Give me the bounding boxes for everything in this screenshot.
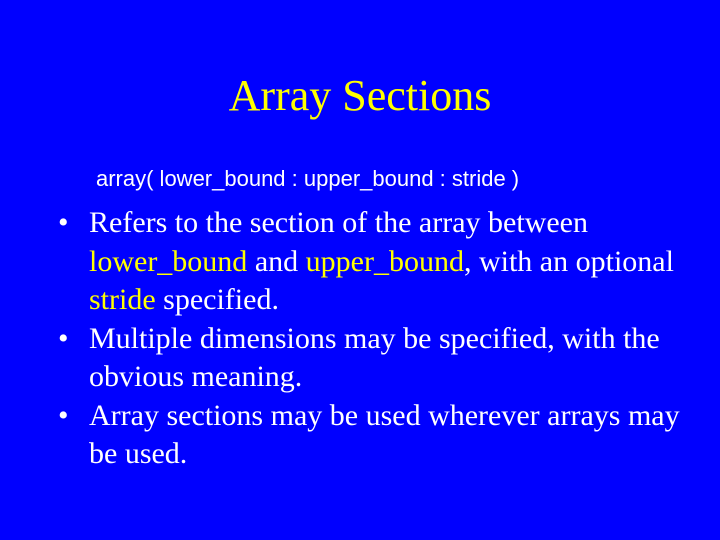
highlight-stride: stride [89,283,156,316]
bullet-item-2 [58,320,698,397]
bullet-text: , with an optional [463,244,674,278]
bullet-item-1 [58,204,698,320]
highlight-upper-bound: upper_bound [305,244,464,278]
bullet-marker: • [58,398,69,432]
bullet-marker: • [58,206,69,239]
bullet-list [58,204,698,474]
bullet-text: specified. [155,283,279,316]
bullet-text: Refers to the section of the array between [89,206,588,239]
bullet-item-3 [58,397,698,474]
syntax-line: array( lower_bound : upper_bound : stride ) [96,166,520,191]
bullet-text: and [247,244,306,278]
highlight-lower-bound: lower_bound [89,244,248,278]
slide-title: Array Sections [228,71,492,120]
bullet-text: Multiple dimensions may be specified, with the obvious meaning. [89,321,660,393]
bullet-marker: • [58,321,69,355]
bullet-text: Array sections may be used wherever arrays may be used. [89,398,680,470]
